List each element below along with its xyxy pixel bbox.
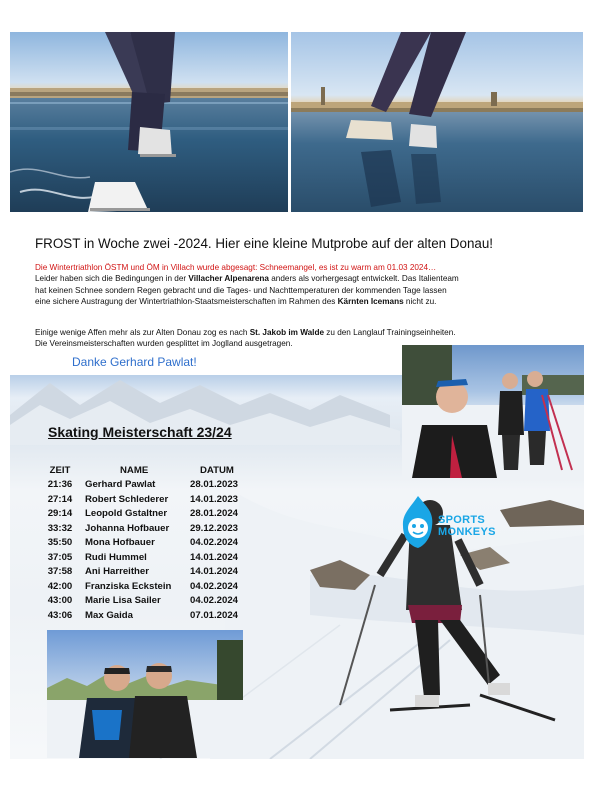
paragraph-line: Einige wenige Affen mehr als zur Alten Donau zog es nach St. Jakob im Walde zu den Langlauf Trainingseinheiten. bbox=[35, 328, 456, 337]
header-name: NAME bbox=[120, 465, 149, 476]
pair-selfie-photo bbox=[47, 630, 243, 758]
sports-monkeys-logo bbox=[398, 494, 508, 554]
results-table-title: Skating Meisterschaft 23/24 bbox=[48, 424, 232, 440]
paragraph-line: Die Vereinsmeisterschaften wurden gesplittet im Joglland ausgetragen. bbox=[35, 339, 293, 349]
cancellation-notice: Die Wintertriathlon ÖSTM und ÖM in Villach wurde abgesagt: Schneemangel, es ist zu warm am 01.03 2024… bbox=[35, 263, 437, 272]
logo-line-1: SPORTS bbox=[438, 514, 486, 526]
ice-skating-photo-right bbox=[291, 32, 583, 212]
thanks-note: Danke Gerhard Pawlat! bbox=[72, 355, 197, 369]
page-headline: FROST in Woche zwei -2024. Hier eine kleine Mutprobe auf der alten Donau! bbox=[35, 236, 494, 251]
ice-skating-photo-left bbox=[10, 32, 288, 212]
header-datum: DATUM bbox=[200, 465, 234, 476]
cancellation-paragraph bbox=[35, 262, 565, 308]
paragraph-line: hat keinen Schnee sondern Regen gebracht und die Tages- und Nachttemperaturen der kommenden Tage lassen bbox=[35, 285, 447, 295]
paragraph-line: Leider haben sich die Bedingungen in der Villacher Alpenarena anders als vorhergesagt entwickelt. Das Italienteam bbox=[35, 274, 459, 284]
header-zeit: ZEIT bbox=[49, 465, 71, 476]
logo-line-2: MONKEYS bbox=[438, 526, 496, 538]
monkey-flame-icon bbox=[398, 494, 438, 550]
paragraph-line: eine sichere Austragung der Wintertriathlon-Staatsmeisterschaften im Rahmen des Kärnten Icemans nicht zu. bbox=[35, 297, 437, 307]
group-selfie-photo bbox=[402, 345, 584, 478]
